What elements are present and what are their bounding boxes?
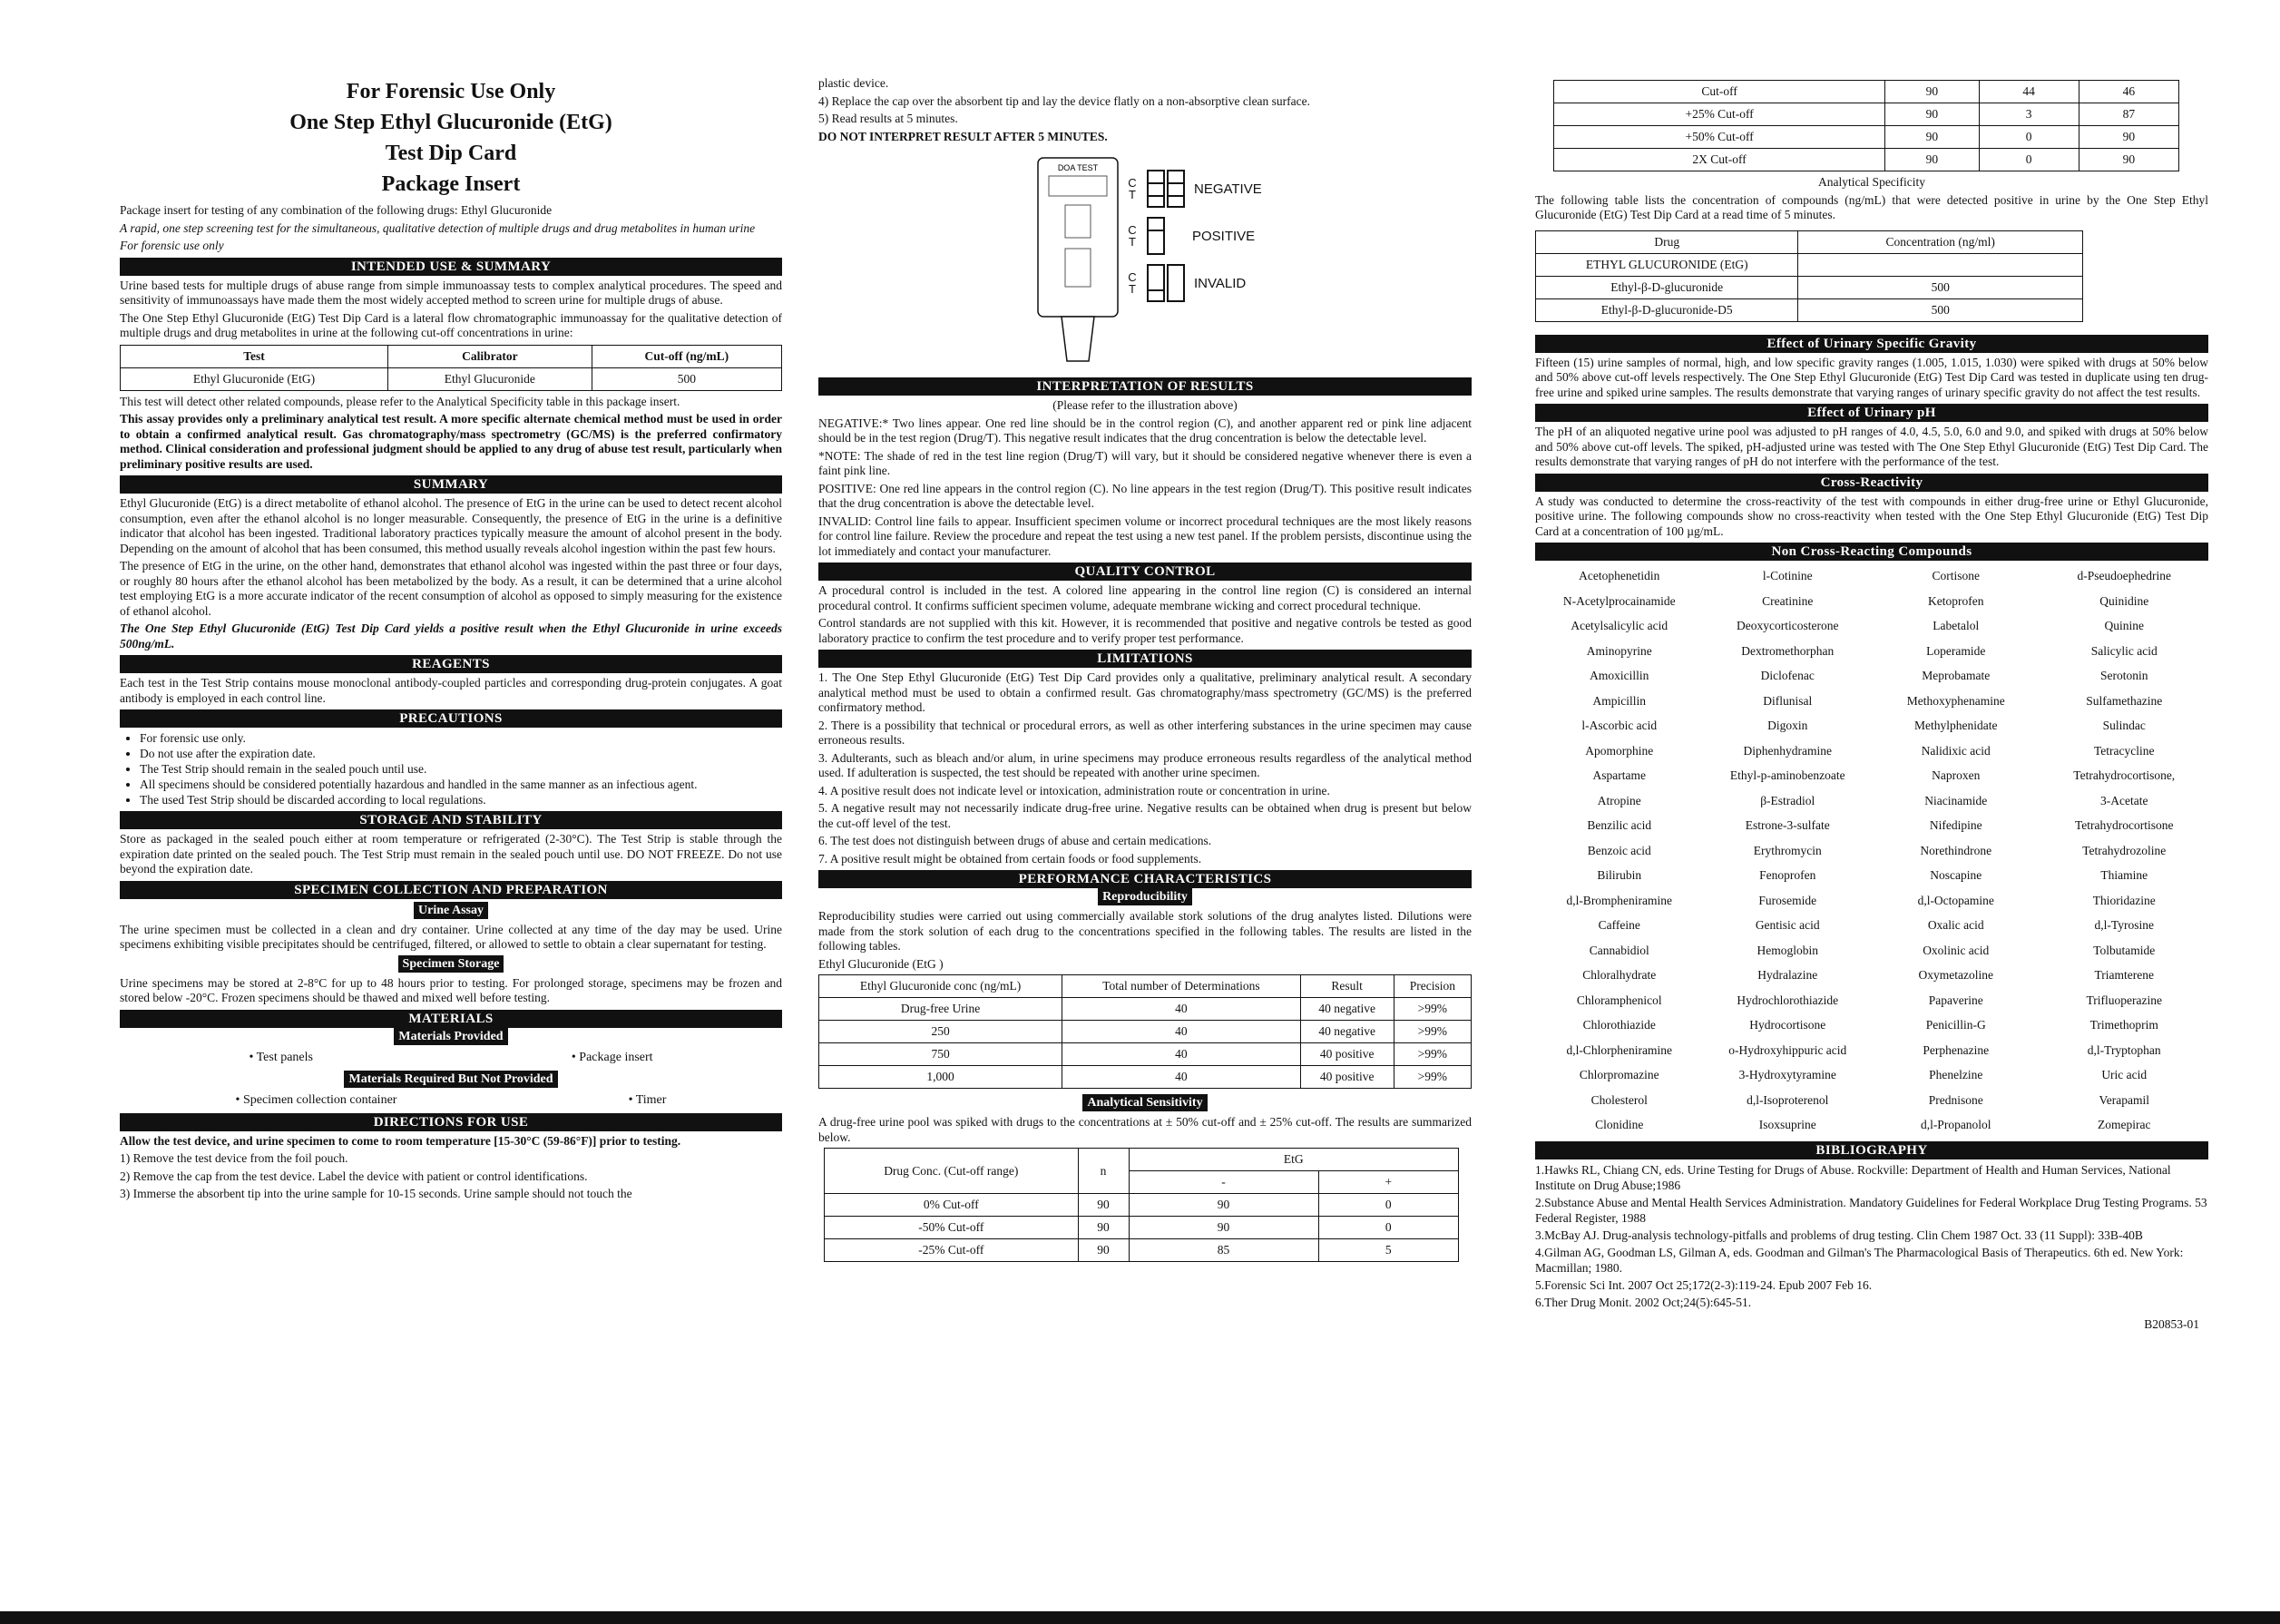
bibliography-item: 5.Forensic Sci Int. 2007 Oct 25;172(2-3):119-24. Epub 2007 Feb 16. — [1535, 1277, 1873, 1292]
compound-cell: Estrone-3-sulfate — [1745, 818, 1830, 832]
list-item: • All specimens should be considered potentially hazardous and handled in the same manner as an infectious agent. — [140, 777, 782, 792]
table-header: EtG — [1129, 1149, 1459, 1171]
table-row — [1535, 713, 2208, 739]
heading-storage: STORAGE AND STABILITY — [120, 811, 782, 829]
compound-cell: Hydrochlorothiazide — [1737, 993, 1839, 1007]
compound-cell: d,l-Tryptophan — [2087, 1042, 2161, 1057]
summary-paragraph: The One Step Ethyl Glucuronide (EtG) Test Dip Card yields a positive result when the Ethyl Glucuronide in urine exceeds 500ng/mL. — [120, 621, 782, 651]
list-item: • Timer — [628, 1092, 667, 1107]
table-row: Ethyl-β-D-glucuronide 500 — [1536, 276, 2083, 298]
table-row — [1535, 1062, 2208, 1088]
bibliography-item: 6.Ther Drug Monit. 2002 Oct;24(5):645-51. — [1535, 1295, 1752, 1309]
compound-cell: Tetrahydrozoline — [2082, 843, 2167, 857]
compound-cell: Deoxycorticosterone — [1737, 619, 1839, 632]
device-label: DOA TEST — [1057, 163, 1099, 172]
table-row: -25% Cut-off 90 85 5 — [825, 1239, 1459, 1262]
compound-cell: d,l-Octopamine — [1917, 893, 1994, 907]
limitation-item: 3. Adulterants, such as bleach and/or alum, in urine specimens may produce erroneous results regardless of the analytical method used. If adulteration is suspected, the test should be repeated with another urine specimen. — [818, 750, 1472, 779]
compound-cell: N-Acetylprocainamide — [1562, 593, 1676, 608]
table-row: 750 40 40 positive >99% — [819, 1043, 1472, 1066]
compound-cell: Chloramphenicol — [1576, 993, 1662, 1007]
compound-cell: d-Pseudoephedrine — [2077, 569, 2171, 582]
storage-paragraph: Store as packaged in the sealed pouch either at room temperature or refrigerated (2-30°C). The Test Strip is stable through the expiration date printed on the sealed pouch. The Test Strip must remain in the sealed pouch until use. DO NOT FREEZE. Do not use beyond the expiration date. — [120, 832, 782, 876]
compound-cell: Hemoglobin — [1756, 943, 1818, 957]
reproducibility-paragraph: Reproducibility studies were carried out using commercially available stork solutions of the drug analytes listed. Dilutions were made from the stork solution of each drug to the concentrations specified in the following tables. The results are listed in the following tables. — [818, 909, 1472, 953]
table-header: + — [1318, 1171, 1458, 1194]
heading-summary: SUMMARY — [120, 475, 782, 494]
interpretation-note: *NOTE: The shade of red in the test line region (Drug/T) will vary, but it should be considered negative whenever there is even a faint pink line. — [818, 448, 1472, 477]
intended-warning: This assay provides only a preliminary analytical test result. A more specific alternate chemical method must be used in order to obtain a confirmed analytical result. Gas chromatography/mass spectrometry (GC/MS) is the preferred confirmatory method. Clinical consideration and professional judgment should be applied to any drug of abuse test result, particularly when preliminary positive results are used. — [120, 412, 782, 471]
specimen-storage-paragraph: Urine specimens may be stored at 2-8°C for up to 48 hours prior to testing. For prolonged storage, specimens may be frozen and stored below -20°C. Frozen specimens should be thawed and mixed well before testing. — [120, 975, 782, 1004]
table-row — [1535, 613, 2208, 639]
reproducibility-table — [818, 974, 1472, 1089]
ph-paragraph: The pH of an aliquoted negative urine pool was adjusted to pH ranges of 4.0, 4.5, 5.0, 6.0 and 9.0, and spiked with drugs at 50% below and 50% above cut-off levels. The spiked, pH-adjusted urine was tested with The One Step Ethyl Glucuronide (EtG) Test Dip Card. The results demonstrate that varying ranges of pH do not interfere with the performance of the test. — [1535, 425, 2208, 468]
compound-cell: Chloralhydrate — [1582, 968, 1657, 982]
compound-cell: Oxalic acid — [1927, 918, 1984, 932]
compound-cell: Erythromycin — [1753, 843, 1822, 857]
legend-label: NEGATIVE — [1194, 181, 1262, 197]
legend-label: POSITIVE — [1192, 228, 1256, 244]
compound-cell: Labetalol — [1933, 619, 1980, 632]
heading-materials: MATERIALS — [120, 1010, 782, 1028]
directions-step: 4) Replace the cap over the absorbent tip and lay the device flatly on a non-absorptive clean surface. — [818, 93, 1311, 108]
limitation-item: 1. The One Step Ethyl Glucuronide (EtG) Test Dip Card provides only a qualitative, preliminary analytical result. A secondary analytical method must be used to obtain a confirmed result. Gas chromatography/mass spectrometry (GC/MS) is the preferred confirmatory method. — [818, 670, 1472, 714]
directions-bold: Allow the test device, and urine specimen to come to room temperature [15-30°C (59-86°F)] prior to testing. — [120, 1133, 681, 1148]
compound-cell: Papaverine — [1928, 993, 1983, 1007]
compound-cell: Meprobamate — [1922, 669, 1991, 682]
compound-cell: Uric acid — [2101, 1068, 2148, 1081]
intro-text: Package insert for testing of any combination of the following drugs: Ethyl Glucuronide — [120, 203, 553, 217]
heading-intended-use: INTENDED USE & SUMMARY — [120, 258, 782, 276]
table-header: Ethyl Glucuronide conc (ng/mL) — [819, 975, 1062, 998]
table-header: Result — [1300, 975, 1394, 998]
heading-performance: PERFORMANCE CHARACTERISTICS — [818, 870, 1472, 888]
table-row — [1535, 1112, 2208, 1138]
compound-cell: Oxymetazoline — [1918, 968, 1993, 982]
limitation-item: 6. The test does not distinguish between drugs of abuse and certain medications. — [818, 834, 1212, 847]
heading-specimen: SPECIMEN COLLECTION AND PREPARATION — [120, 881, 782, 899]
compound-cell: Fenoprofen — [1759, 868, 1816, 882]
compound-cell: Tolbutamide — [2093, 943, 2156, 957]
directions-warning: DO NOT INTERPRET RESULT AFTER 5 MINUTES. — [818, 129, 1108, 143]
sensitivity-paragraph: A drug-free urine pool was spiked with drugs to the concentrations at ± 50% cut-off and ± 25% cut-off. The results are summarized below. — [818, 1115, 1472, 1144]
bibliography-item: 3.McBay AJ. Drug-analysis technology-pitfalls and problems of drug testing. Clin Chem 1987 Oct. 33 (11 Suppl): 33B-40B — [1535, 1228, 2143, 1242]
bibliography-item: 2.Substance Abuse and Mental Health Services Administration. Mandatory Guidelines for Federal Workplace Drug Testing Programs. 53 Federal Register, 1988 — [1535, 1195, 2207, 1225]
title-line: For Forensic Use Only — [346, 80, 556, 103]
compound-cell: Quinidine — [2099, 593, 2149, 608]
subheading-materials-required: Materials Required But Not Provided — [344, 1071, 557, 1088]
legend-positive: C T POSITIVE — [1127, 212, 1262, 259]
list-item: • Package insert — [571, 1050, 653, 1064]
bibliography-list — [1535, 1162, 2208, 1310]
table-row — [1535, 563, 2208, 589]
compound-cell: Zomepirac — [2098, 1118, 2151, 1131]
list-item: • Do not use after the expiration date. — [140, 746, 782, 761]
compound-cell: Tetrahydrocortisone, — [2073, 768, 2176, 782]
list-item: • For forensic use only. — [140, 730, 782, 746]
compound-cell: Dextromethorphan — [1741, 643, 1835, 658]
compound-cell: Phenelzine — [1929, 1068, 1983, 1081]
heading-interpretation: INTERPRETATION OF RESULTS — [818, 377, 1472, 396]
compound-cell: Tetracycline — [2093, 743, 2155, 758]
compound-cell: Diphenhydramine — [1743, 743, 1832, 758]
compound-cell: Sulfamethazine — [2086, 693, 2163, 708]
compound-cell: d,l-Tyrosine — [2094, 918, 2154, 932]
table-header: Concentration (ng/ml) — [1798, 230, 2083, 253]
table-row — [1535, 913, 2208, 938]
table-cell: Ethyl Glucuronide (EtG) — [121, 367, 388, 390]
table-row: ETHYL GLUCURONIDE (EtG) — [1536, 253, 2083, 276]
reagents-paragraph: Each test in the Test Strip contains mouse monoclonal antibody-coupled particles and corresponding drug-protein conjugates. A goat antibody is employed in each control line. — [120, 676, 782, 705]
compound-cell: Atropine — [1597, 793, 1641, 807]
table-row — [1535, 788, 2208, 814]
compound-cell: Creatinine — [1762, 593, 1814, 608]
non-cross-reacting-table — [1535, 563, 2208, 1138]
table-cell: 500 — [592, 367, 781, 390]
compound-cell: Bilirubin — [1597, 868, 1642, 882]
intended-paragraph: This test will detect other related compounds, please refer to the Analytical Specificity table in this package insert. — [120, 394, 680, 408]
compound-cell: Triamterene — [2094, 968, 2154, 982]
compound-cell: Furosemide — [1758, 893, 1817, 907]
compound-cell: Prednisone — [1928, 1092, 1983, 1107]
heading-bibliography: BIBLIOGRAPHY — [1535, 1141, 2208, 1159]
table-row — [1535, 988, 2208, 1013]
table-header: Total number of Determinations — [1062, 975, 1300, 998]
table-row — [1535, 963, 2208, 988]
compound-cell: o-Hydroxyhippuric acid — [1728, 1042, 1847, 1057]
compound-cell: Diclofenac — [1760, 669, 1815, 682]
table-row: Cut-off 90 44 46 — [1554, 81, 2179, 103]
intended-paragraph: The One Step Ethyl Glucuronide (EtG) Test Dip Card is a lateral flow chromatographic immunoassay for the qualitative detection of multiple drugs and drug metabolites in urine at the following cut-off concentrations in urine: — [120, 310, 782, 339]
table-row — [1535, 689, 2208, 714]
document-code: B20853-01 — [2144, 1316, 2199, 1331]
table-header: Calibrator — [387, 345, 592, 367]
compound-cell: Thiamine — [2100, 868, 2148, 882]
directions-step: 1) Remove the test device from the foil pouch. — [120, 1151, 348, 1165]
compound-cell: Nalidixic acid — [1921, 743, 1991, 758]
list-item: • Specimen collection container — [235, 1092, 397, 1107]
compound-cell: Benzilic acid — [1587, 818, 1652, 832]
compound-cell: β-Estradiol — [1760, 793, 1815, 807]
table-header: Test — [121, 345, 388, 367]
interpretation-positive: POSITIVE: One red line appears in the control region (C). No line appears in the test region (Drug/T). This positive result indicates that the drug concentration is above the detectable level. — [818, 481, 1472, 510]
table-row — [1535, 663, 2208, 689]
table-header: - — [1129, 1171, 1318, 1194]
table-row — [1535, 838, 2208, 864]
result-legend — [1127, 165, 1262, 307]
compound-cell: Acetophenetidin — [1579, 569, 1660, 582]
compound-cell: Methylphenidate — [1914, 719, 1998, 732]
heading-quality-control: QUALITY CONTROL — [818, 563, 1472, 581]
limitation-item: 5. A negative result may not necessarily indicate drug-free urine. Negative results can be obtained when drug is present but below the cut-off level of the test. — [818, 801, 1472, 830]
heading-non-cross-reacting: Non Cross-Reacting Compounds — [1535, 543, 2208, 561]
compound-cell: Aspartame — [1592, 768, 1646, 782]
interpretation-negative: NEGATIVE:* Two lines appear. One red line should be in the control region (C), and another apparent red or pink line adjacent should be in the test region (Drug/T). This negative result indicates that the drug concentration is below the detectable level. — [818, 416, 1472, 445]
bibliography-item: 4.Gilman AG, Goodman LS, Gilman A, eds. Goodman and Gilman's The Pharmacological Basis of Therapeutics. 6th ed. New York: Macmillan; 1980. — [1535, 1245, 2184, 1275]
table-header: n — [1078, 1149, 1129, 1194]
compound-cell: Oxolinic acid — [1923, 943, 1990, 957]
compound-cell: Trifluoperazine — [2086, 993, 2162, 1007]
specificity-table — [1535, 230, 2083, 322]
compound-cell: Loperamide — [1926, 643, 1986, 658]
list-item: • Test panels — [249, 1050, 313, 1064]
table-header: Drug Conc. (Cut-off range) — [825, 1149, 1079, 1194]
intro-italic: A rapid, one step screening test for the simultaneous, qualitative detection of multiple drugs and drug metabolites in human urine — [120, 220, 756, 235]
compound-cell: Caffeine — [1598, 918, 1640, 932]
compound-cell: Norethindrone — [1920, 843, 1992, 857]
compound-cell: Methoxyphenamine — [1906, 693, 2005, 708]
compound-cell: Hydrocortisone — [1749, 1018, 1826, 1032]
precautions-list — [120, 730, 782, 807]
table-row — [1535, 589, 2208, 614]
compound-cell: Noscapine — [1930, 868, 1982, 882]
compound-cell: Trimethoprim — [2089, 1018, 2158, 1032]
title-line: One Step Ethyl Glucuronide (EtG) — [289, 111, 612, 134]
heading-reagents: REAGENTS — [120, 655, 782, 673]
table-row — [1535, 888, 2208, 914]
table-row: +25% Cut-off 90 3 87 — [1554, 103, 2179, 126]
result-illustration — [818, 147, 1472, 374]
limitation-item: 2. There is a possibility that technical or procedural errors, as well as other interfering substances in the urine specimen may cause erroneous results. — [818, 718, 1472, 747]
compound-cell: Penicillin-G — [1925, 1018, 1986, 1032]
table-row — [1535, 763, 2208, 788]
directions-step: 2) Remove the cap from the test device. Label the device with patient or control identifications. — [120, 1169, 588, 1183]
compound-cell: d,l-Chlorpheniramine — [1566, 1042, 1673, 1057]
subheading-reproducibility: Reproducibility — [1098, 888, 1192, 905]
compound-cell: d,l-Isoproterenol — [1747, 1092, 1829, 1107]
table-row — [1535, 938, 2208, 964]
table-row — [1535, 863, 2208, 888]
heading-specific-gravity: Effect of Urinary Specific Gravity — [1535, 335, 2208, 353]
table-row — [1535, 1088, 2208, 1113]
specificity-title: Analytical Specificity — [1817, 175, 1926, 189]
compound-cell: Acetylsalicylic acid — [1571, 619, 1668, 632]
cutoff-table — [120, 345, 782, 391]
heading-limitations: LIMITATIONS — [818, 650, 1472, 668]
table-row — [1535, 1038, 2208, 1063]
directions-step: plastic device. — [818, 76, 889, 90]
legend-negative: C T NEGATIVE — [1127, 165, 1262, 212]
intro-italic-2: For forensic use only — [120, 239, 224, 252]
compound-cell: Isoxsuprine — [1758, 1118, 1816, 1131]
qc-paragraph: Control standards are not supplied with this kit. However, it is recommended that positive and negative controls be tested as good laboratory practice to confirm the test procedure and to verify proper test performance. — [818, 616, 1472, 645]
table-row — [1535, 813, 2208, 838]
table-row: 0% Cut-off 90 90 0 — [825, 1194, 1459, 1217]
compound-cell: Digoxin — [1767, 719, 1808, 732]
compound-cell: Quinine — [2104, 619, 2144, 632]
compound-cell: Benzoic acid — [1587, 843, 1651, 857]
limitation-item: 7. A positive result might be obtained from certain foods or food supplements. — [818, 851, 1202, 866]
compound-cell: Verapamil — [2099, 1092, 2149, 1107]
materials-required-list — [120, 1093, 782, 1108]
legend-invalid: C T INVALID — [1127, 259, 1262, 307]
compound-cell: Ampicillin — [1592, 693, 1646, 708]
gravity-paragraph: Fifteen (15) urine samples of normal, high, and low specific gravity ranges (1.005, 1.015, 1.030) were spiked with drugs at 50% below and 50% above cut-off levels respectively. The One Step Ethyl Glucuronide (EtG) Test Dip Card was tested in duplicate using ten drug-free urine and spiked urine samples. The results demonstrate that varying ranges of urinary specific gravity do not affect the test results. — [1535, 355, 2208, 399]
compound-cell: Clonidine — [1595, 1118, 1644, 1131]
compound-cell: Cortisone — [1932, 569, 1980, 582]
heading-precautions: PRECAUTIONS — [120, 709, 782, 728]
compound-cell: Salicylic acid — [2090, 643, 2158, 658]
compound-cell: Amoxicillin — [1590, 669, 1649, 682]
column-right — [1535, 76, 2208, 1335]
table-row: 2X Cut-off 90 0 90 — [1554, 149, 2179, 171]
compound-cell: Hydralazine — [1757, 968, 1818, 982]
compound-cell: Aminopyrine — [1586, 643, 1652, 658]
list-item: • The Test Strip should remain in the sealed pouch until use. — [140, 761, 782, 777]
table-row — [1535, 639, 2208, 664]
column-middle — [818, 76, 1472, 1262]
directions-step: 3) Immerse the absorbent tip into the urine sample for 10-15 seconds. Urine sample should not touch the — [120, 1187, 632, 1200]
table-row: Ethyl-β-D-glucuronide-D5 500 — [1536, 298, 2083, 321]
table-header: Drug — [1536, 230, 1798, 253]
sensitivity-table — [824, 1148, 1459, 1262]
compound-cell: d,l-Propanolol — [1920, 1118, 1991, 1131]
compound-cell: l-Cotinine — [1762, 569, 1813, 582]
reproducibility-caption: Ethyl Glucuronide (EtG ) — [818, 956, 944, 971]
summary-paragraph: Ethyl Glucuronide (EtG) is a direct metabolite of ethanol alcohol. The presence of EtG in the urine can be used to detect recent alcohol consumption, even after the ethanol alcohol is no longer measurable. Consequently, the presence of EtG in the urine is a definitive indicator that alcohol has been ingested. Traditional laboratory practices typically measure the amount of alcohol present in the body. Depending on the amount of alcohol that has been consumed, this method usually reveals alcohol ingestion within the past few hours. — [120, 496, 782, 555]
table-row — [1535, 739, 2208, 764]
table-row: Drug-free Urine 40 40 negative >99% — [819, 998, 1472, 1021]
subheading-materials-provided: Materials Provided — [394, 1028, 507, 1045]
subheading-specimen-storage: Specimen Storage — [398, 955, 504, 973]
compound-cell: Cannabidiol — [1589, 943, 1649, 957]
title-line: Package Insert — [381, 172, 521, 196]
table-cell: Ethyl Glucuronide — [387, 367, 592, 390]
interpretation-subtitle: (Please refer to the illustration above) — [1052, 398, 1238, 412]
cross-reactivity-paragraph: A study was conducted to determine the cross-reactivity of the test with compounds in either drug-free urine or Ethyl Glucuronide, positive urine. The following compounds show no cross-reactivity when tested with the One Step Ethyl Glucuronide (EtG) Test Dip Card at a concentration of 100 µg/mL. — [1535, 494, 2208, 538]
heading-directions: DIRECTIONS FOR USE — [120, 1113, 782, 1131]
table-row: 250 40 40 negative >99% — [819, 1021, 1472, 1043]
title-line: Test Dip Card — [385, 142, 517, 165]
subheading-urine-assay: Urine Assay — [414, 902, 488, 919]
table-row — [1535, 1013, 2208, 1038]
materials-provided-list — [120, 1051, 782, 1065]
table-row: 1,000 40 40 positive >99% — [819, 1066, 1472, 1089]
page-title — [120, 76, 782, 200]
legend-label: INVALID — [1194, 275, 1247, 291]
compound-cell: Gentisic acid — [1755, 918, 1820, 932]
compound-cell: Apomorphine — [1585, 743, 1654, 758]
heading-urinary-ph: Effect of Urinary pH — [1535, 404, 2208, 422]
urine-paragraph: The urine specimen must be collected in a clean and dry container. Urine collected at any time of the day may be used. Urine specimens exhibiting visible precipitates should be centrifuged, filtered, or allowed to settle to obtain a clear supernatant for testing. — [120, 922, 782, 951]
compound-cell: 3-Hydroxytyramine — [1738, 1068, 1836, 1081]
summary-paragraph: The presence of EtG in the urine, on the other hand, demonstrates that ethanol alcohol was ingested within the past three or four days, or roughly 80 hours after the ethanol alcohol has been metabolized by the body. As a result, it can be determined that a urine alcohol test employing EtG is a more accurate indicator of the recent consumption of alcohol as opposed to simply measuring for the existence of ethanol alcohol. — [120, 559, 782, 618]
compound-cell: Chlorpromazine — [1579, 1068, 1659, 1081]
table-row: +50% Cut-off 90 0 90 — [1554, 126, 2179, 149]
compound-cell: Naproxen — [1932, 768, 1981, 782]
sensitivity-table-continued — [1553, 80, 2179, 171]
column-left — [120, 76, 782, 1205]
heading-cross-reactivity: Cross-Reactivity — [1535, 474, 2208, 492]
interpretation-invalid: INVALID: Control line fails to appear. Insufficient specimen volume or incorrect procedural techniques are the most likely reasons for control line failure. Review the procedure and repeat the test using a new test panel. If the problem persists, discontinue using the lot immediately and contact your manufacturer. — [818, 514, 1472, 558]
table-header: Precision — [1394, 975, 1471, 998]
subheading-sensitivity: Analytical Sensitivity — [1082, 1094, 1207, 1111]
compound-cell: 3-Acetate — [2100, 793, 2148, 807]
compound-cell: Perphenazine — [1923, 1042, 1990, 1057]
bottom-edge-bar — [0, 1611, 2280, 1624]
table-header: Cut-off (ng/mL) — [592, 345, 781, 367]
compound-cell: l-Ascorbic acid — [1581, 719, 1658, 732]
compound-cell: Tetrahydrocortisone — [2074, 818, 2174, 832]
compound-cell: d,l-Brompheniramine — [1566, 893, 1673, 907]
directions-step: 5) Read results at 5 minutes. — [818, 112, 958, 125]
specificity-paragraph: The following table lists the concentration of compounds (ng/mL) that were detected positive in urine by the One Step Ethyl Glucuronide (EtG) Test Dip Card at a read time of 5 minutes. — [1535, 192, 2208, 221]
intended-paragraph: Urine based tests for multiple drugs of abuse range from simple immunoassay tests to complex analytical procedures. The speed and sensitivity of immunoassays have made them the most widely accepted method to screen urine for multiple drugs of abuse. — [120, 278, 782, 307]
compound-cell: Nifedipine — [1929, 818, 1982, 832]
compound-cell: Sulindac — [2102, 719, 2146, 732]
compound-cell: Thioridazine — [2092, 893, 2156, 907]
table-row: -50% Cut-off 90 90 0 — [825, 1217, 1459, 1239]
list-item: • The used Test Strip should be discarded according to local regulations. — [140, 792, 782, 807]
compound-cell: Niacinamide — [1924, 793, 1988, 807]
compound-cell: Ethyl-p-aminobenzoate — [1729, 768, 1845, 782]
compound-cell: Diflunisal — [1763, 693, 1813, 708]
qc-paragraph: A procedural control is included in the test. A colored line appearing in the control line region (C) is considered an internal procedural control. It confirms sufficient specimen volume, adequate membrane wicking and correct procedural technique. — [818, 583, 1472, 612]
test-device-drawing — [1025, 154, 1134, 367]
compound-cell: Cholesterol — [1590, 1092, 1648, 1107]
compound-cell: Ketoprofen — [1928, 593, 1984, 608]
compound-cell: Serotonin — [2100, 669, 2148, 682]
compound-cell: Chlorothiazide — [1582, 1018, 1656, 1032]
bibliography-item: 1.Hawks RL, Chiang CN, eds. Urine Testing for Drugs of Abuse. Rockville: Department of Health and Human Services, National Institute on Drug Abuse;1986 — [1535, 1162, 2171, 1192]
limitation-item: 4. A positive result does not indicate level or intoxication, administration route or concentration in urine. — [818, 783, 1330, 797]
